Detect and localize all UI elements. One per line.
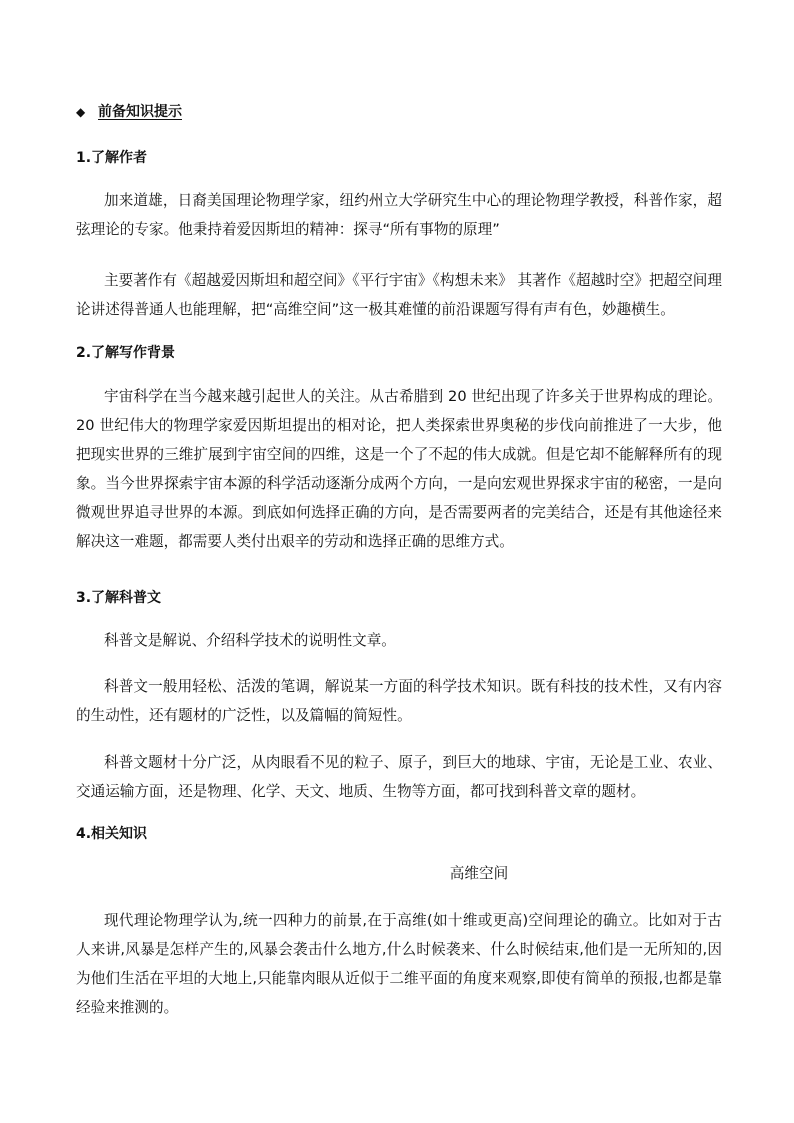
section-title-1: 1.了解作者	[76, 150, 148, 166]
section-title-4: 4.相关知识	[76, 826, 148, 842]
section-title-3: 3.了解科普文	[76, 590, 162, 606]
paragraph: 科普文题材十分广泛，从肉眼看不见的粒子、原子，到巨大的地球、宇宙，无论是工业、农业、交通运输方面，还是物理、化学、天文、地质、生物等方面，都可找到科普文章的题材。	[76, 754, 722, 800]
paragraph: 科普文一般用轻松、活泼的笔调，解说某一方面的科学技术知识。既有科技的技术性，又有内容的生动性，还有题材的广泛性，以及篇幅的简短性。	[76, 678, 722, 724]
section-title-2: 2.了解写作背景	[76, 345, 176, 361]
main-heading-text: 前备知识提示	[98, 104, 182, 120]
paragraph: 宇宙科学在当今越来越引起世人的关注。从古希腊到 20 世纪出现了许多关于世界构成的理论。20 世纪伟大的物理学家爱因斯坦提出的相对论，把人类探索世界奥秘的步伐向前推进了一大步，他把现实世界的三维扩展到宇宙空间的四维，这是一个了不起的伟大成就。但是它却不能解释所有的现象。当今世界探索宇宙本源的科学活动逐渐分成两个方向，一是向宏观世界探求宇宙的秘密，一是向微观世界追寻世界的本源。到底如何选择正确的方向，是否需要两者的完美结合，还是有其他途径来解决这一难题，都需要人类付出艰辛的劳动和选择正确的思维方式。	[76, 388, 722, 550]
main-heading	[76, 102, 182, 122]
paragraph: 现代理论物理学认为,统一四种力的前景,在于高维(如十维或更高)空间理论的确立。比如对于古人来讲,风暴是怎样产生的,风暴会袭击什么地方,什么时候袭来、什么时候结束,他们是一无所知的,因为他们生活在平坦的大地上,只能靠肉眼从近似于二维平面的角度来观察,即使有简单的预报,也都是靠经验来推测的。	[76, 912, 722, 1016]
paragraph: 主要著作有《超越爱因斯坦和超空间》《平行宇宙》《构想未来》 其著作《超越时空》把超空间理论讲述得普通人也能理解，把“高维空间”这一极其难懂的前沿课题写得有声有色，妙趣横生。	[76, 272, 722, 318]
paragraph: 科普文是解说、介绍科学技术的说明性文章。	[104, 632, 396, 649]
paragraph: 加来道雄，日裔美国理论物理学家，纽约州立大学研究生中心的理论物理学教授，科普作家，超弦理论的专家。他秉持着爱因斯坦的精神：探寻“所有事物的原理”	[76, 192, 722, 238]
subsection-title: 高维空间	[449, 865, 509, 882]
diamond-bullet-icon: ◆	[76, 105, 86, 119]
